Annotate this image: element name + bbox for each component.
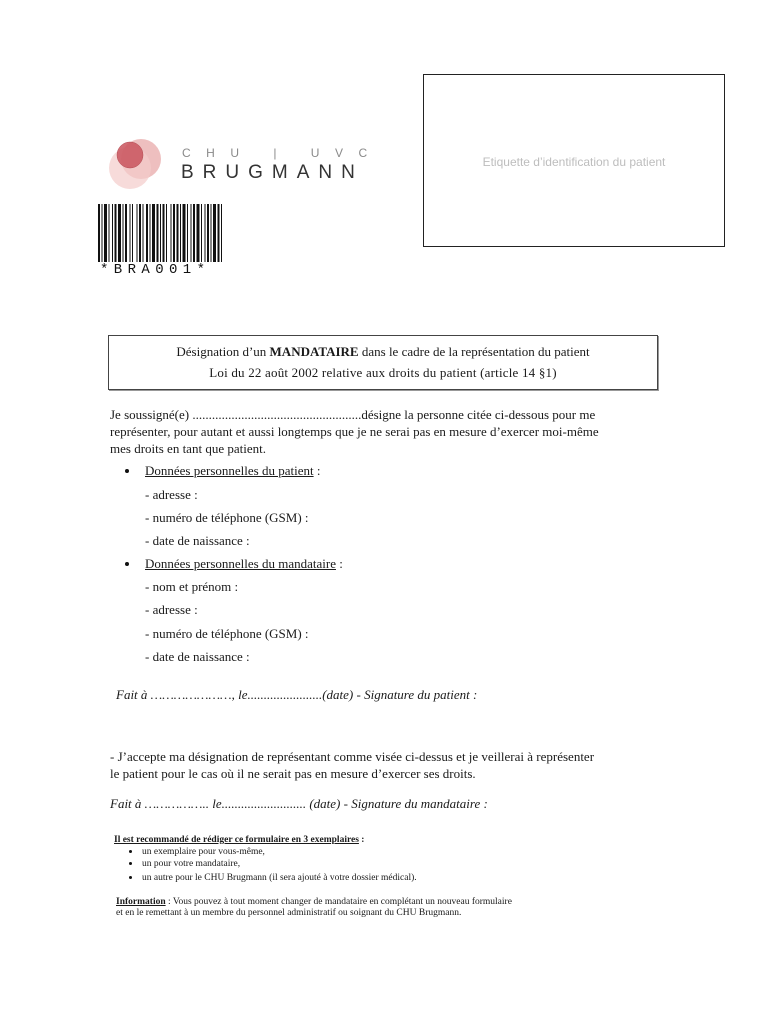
barcode-bar (207, 204, 209, 262)
logo-top-text: CHU | UVC (182, 146, 383, 160)
title-line-1: Désignation d’un MANDATAIRE dans le cadre de la représentation du patient (176, 344, 590, 359)
patient-signature-line: Fait à …………………, le.......................(date) - Signature du patient : (116, 687, 478, 702)
barcode-bar (183, 204, 186, 262)
barcode-bar (104, 204, 107, 262)
barcode-bar (180, 204, 181, 262)
title-bold-word: MANDATAIRE (269, 344, 359, 359)
barcode-bar (132, 204, 133, 262)
information-line-1: Information : Vous pouvez à tout moment changer de mandataire en complétant un nouveau formulaire (116, 897, 512, 907)
barcode-bar (118, 204, 121, 262)
barcode-bar (160, 204, 161, 262)
logo-bottom-text: BRUGMANN (181, 162, 364, 183)
bullet-icon (125, 469, 129, 473)
acceptance-line-2: le patient pour le cas où il ne serait pas en mesure d’exercer ses droits. (110, 766, 476, 781)
barcode-bar (125, 204, 127, 262)
patient-field-address: - adresse : (145, 487, 198, 502)
barcode-bar (163, 204, 165, 262)
recommendation-heading: Il est recommandé de rédiger ce formulaire en 3 exemplaires : (114, 835, 365, 845)
barcode-bar (211, 204, 212, 262)
barcode-image (98, 204, 256, 262)
barcode-bar (171, 204, 172, 262)
barcode-bar (130, 204, 131, 262)
title-line-2: Loi du 22 août 2002 relative aux droits du patient (article 14 §1) (209, 365, 557, 380)
title-box (108, 335, 658, 390)
bullet-icon (129, 862, 132, 865)
recommendation-item: un pour votre mandataire, (142, 859, 241, 869)
bullet-icon (129, 850, 132, 853)
barcode-bar (123, 204, 124, 262)
barcode-bar (98, 204, 100, 262)
recommendation-item: un exemplaire pour vous-même, (142, 847, 265, 857)
barcode-bar (139, 204, 141, 262)
barcode-bar (102, 204, 103, 262)
patient-section-heading: Données personnelles du patient : (145, 463, 321, 478)
barcode-bar (218, 204, 220, 262)
barcode-bar (152, 204, 155, 262)
barcode-bar (173, 204, 175, 262)
patient-field-birthdate: - date de naissance : (145, 533, 250, 548)
bullet-icon (125, 562, 129, 566)
patient-label-box (423, 74, 725, 247)
barcode-bar (157, 204, 159, 262)
barcode-text: *BRA001* (100, 262, 211, 278)
bullet-icon (129, 876, 132, 879)
mandataire-signature-line: Fait à …………….. le.......................... (date) - Signature du mandataire : (110, 796, 488, 811)
intro-line-1: Je soussigné(e) ....................................................désigne la personne citée ci-dessous pour me (110, 407, 596, 422)
barcode-bar (197, 204, 200, 262)
barcode-bar (115, 204, 117, 262)
barcode-bar (137, 204, 138, 262)
intro-line-3: mes droits en tant que patient. (110, 441, 266, 456)
patient-field-phone: - numéro de téléphone (GSM) : (145, 510, 309, 525)
mandataire-field-address: - adresse : (145, 602, 198, 617)
mandataire-field-name: - nom et prénom : (145, 579, 239, 594)
information-line-2: et en le remettant à un membre du personnel administratif ou soignant du CHU Brugmann. (116, 908, 462, 918)
mandataire-section-heading: Données personnelles du mandataire : (145, 556, 343, 571)
barcode-bar (146, 204, 148, 262)
barcode-bar (221, 204, 222, 262)
barcode-bar (191, 204, 192, 262)
barcode-bar (112, 204, 113, 262)
barcode-bar (193, 204, 195, 262)
patient-label-text: Etiquette d’identification du patient (482, 155, 666, 169)
barcode-bar (177, 204, 179, 262)
barcode-bar (166, 204, 167, 262)
barcode-bar (201, 204, 202, 262)
barcode-bar (205, 204, 206, 262)
brugmann-logo-mark (108, 131, 168, 191)
recommendation-item: un autre pour le CHU Brugmann (il sera ajouté à votre dossier médical). (142, 873, 417, 883)
mandataire-field-phone: - numéro de téléphone (GSM) : (145, 626, 309, 641)
barcode-bar (109, 204, 110, 262)
acceptance-line-1: - J’accepte ma désignation de représentant comme visée ci-dessus et je veillerai à représenter (110, 749, 595, 764)
intro-line-2: représenter, pour autant et aussi longtemps que je ne serai pas en mesure d’exercer moi-même (110, 424, 599, 439)
barcode-bar (150, 204, 151, 262)
barcode-bar (187, 204, 188, 262)
mandataire-field-birthdate: - date de naissance : (145, 649, 250, 664)
barcode-bar (143, 204, 144, 262)
barcode-bar (213, 204, 216, 262)
